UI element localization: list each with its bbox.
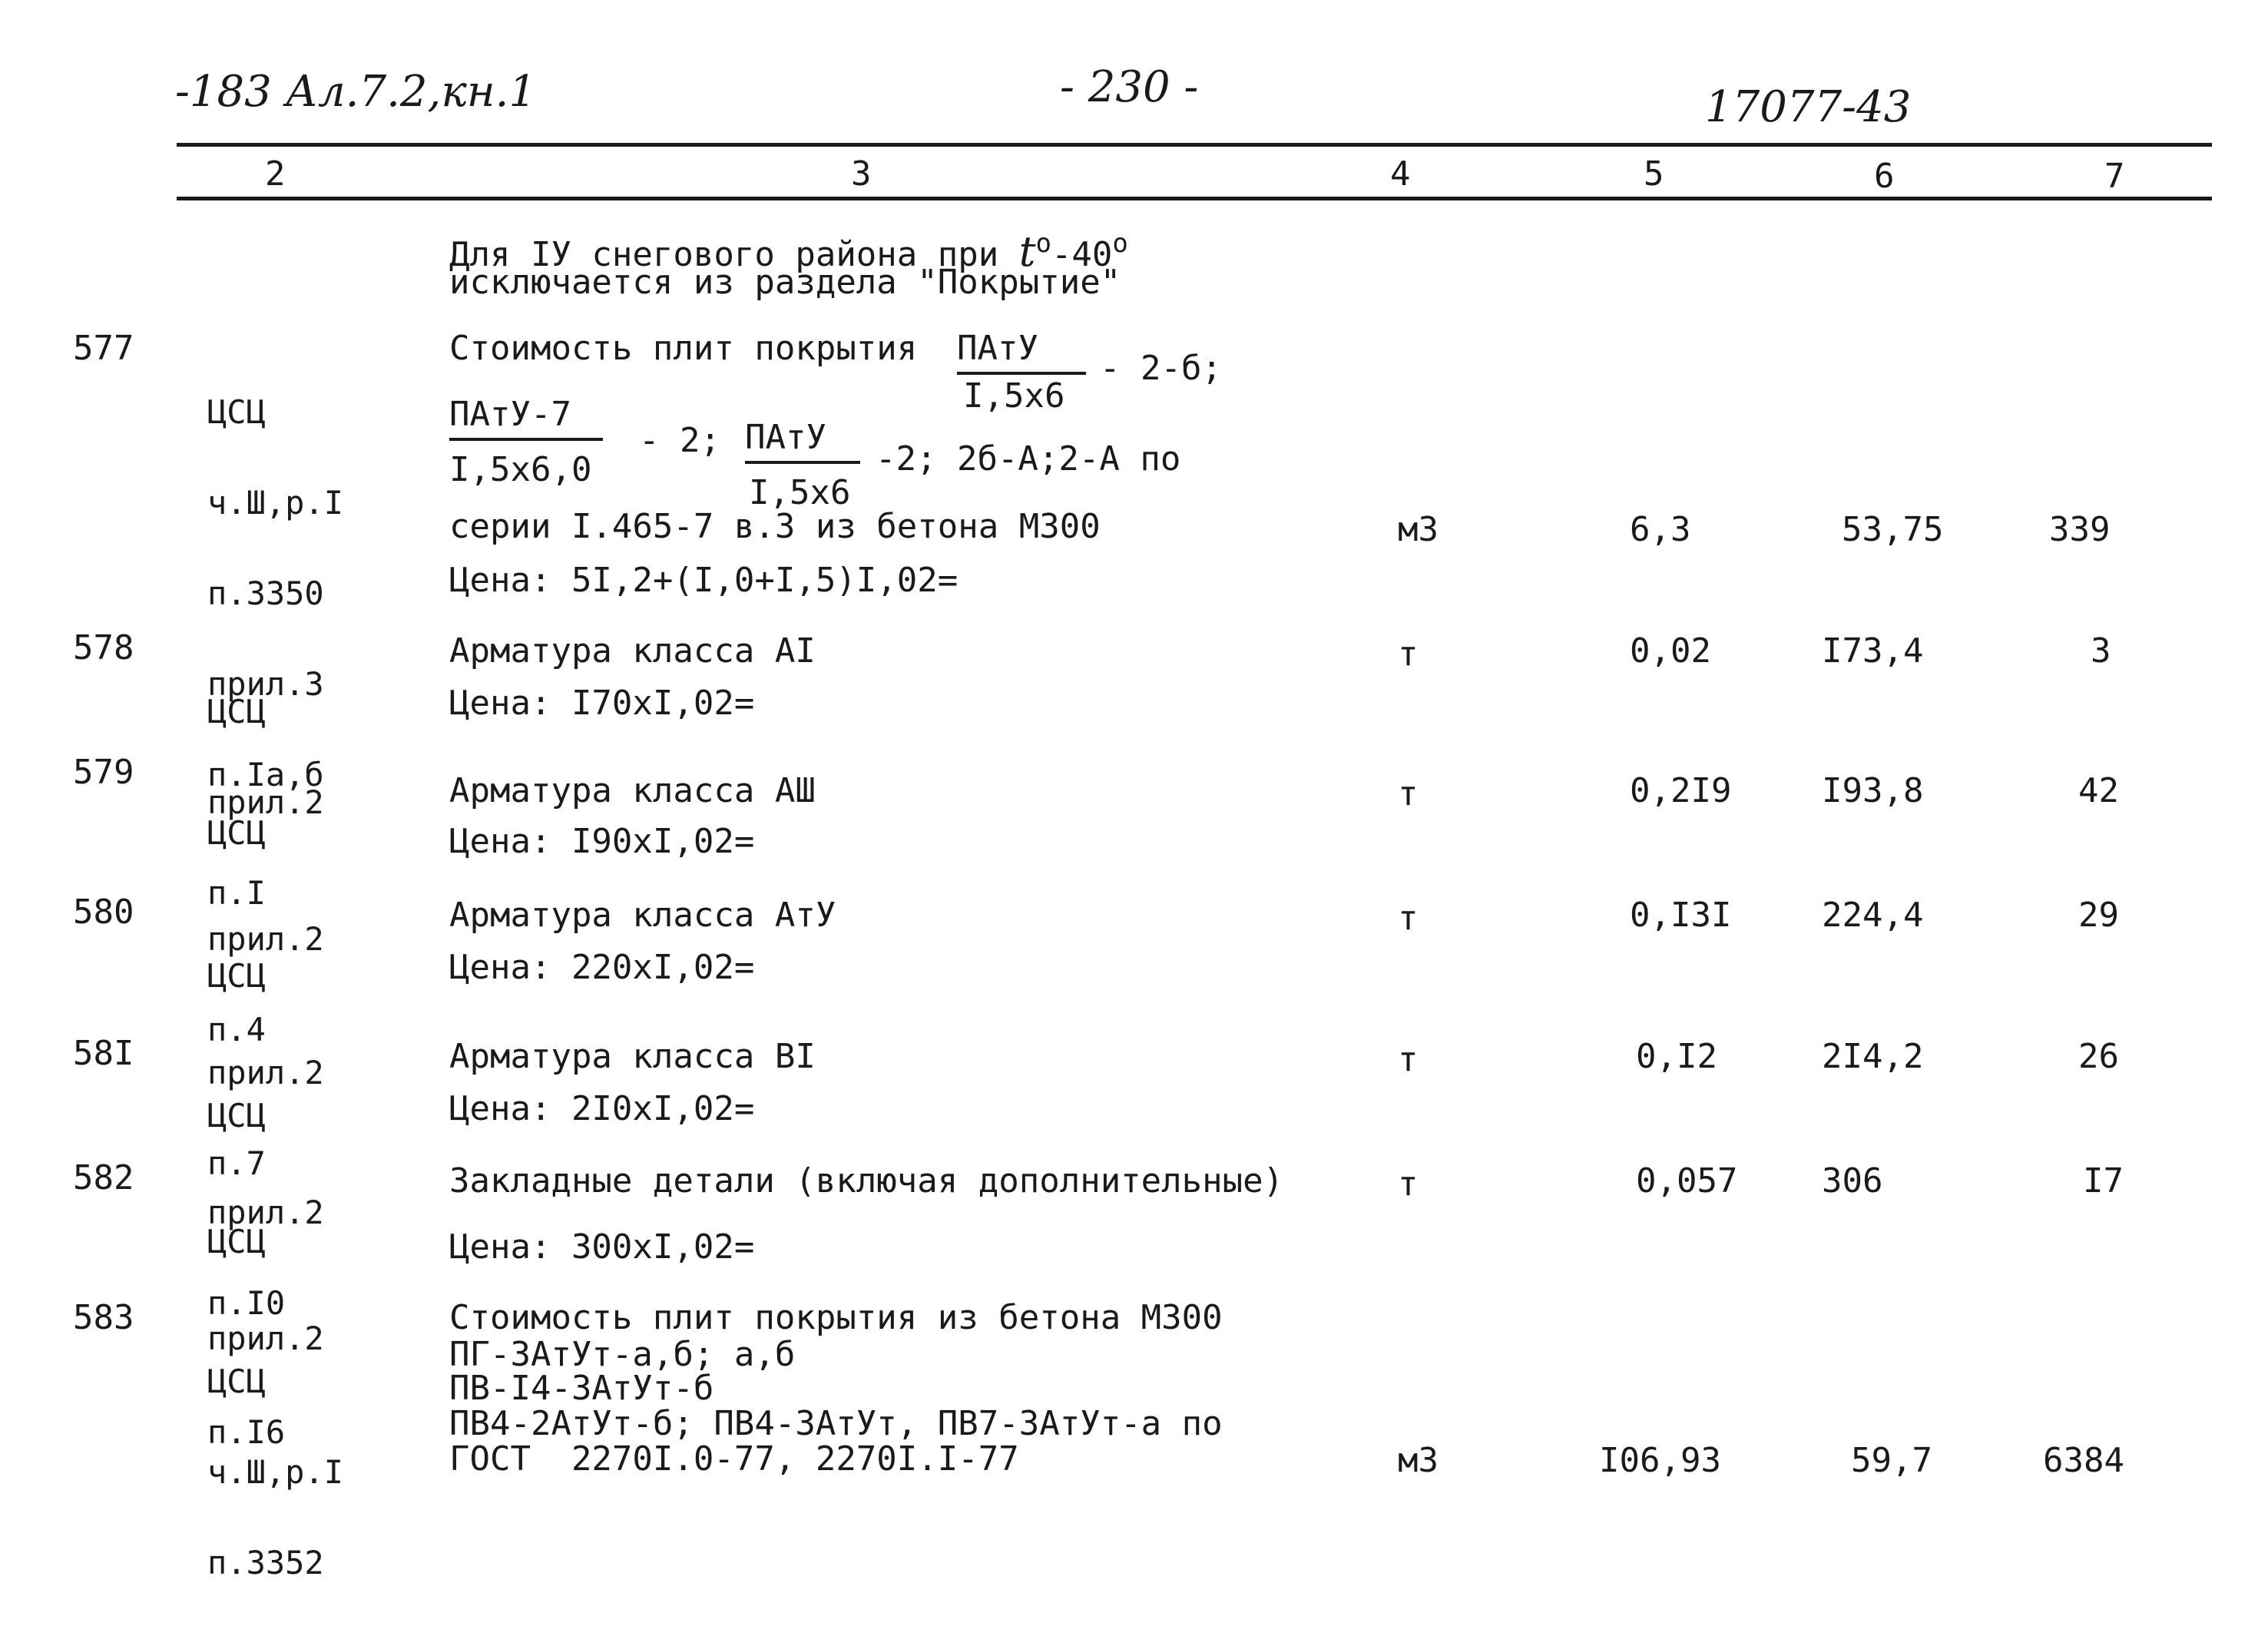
row-number: 58I <box>73 1034 134 1073</box>
row-price: Цена: 220хI,02= <box>449 948 755 987</box>
row-number: 583 <box>73 1298 134 1337</box>
row-price: Цена: 5I,2+(I,0+I,5)I,02= <box>449 561 959 600</box>
row-number: 582 <box>73 1158 134 1197</box>
col-header-5: 5 <box>1644 154 1664 194</box>
row-price: Цена: I90хI,02= <box>449 822 755 861</box>
row-desc-line-1: Стоимость плит покрытия <box>449 329 918 368</box>
header-bottom-rule <box>177 197 2212 200</box>
row-total: 6384 <box>2043 1441 2124 1480</box>
row-desc-line: Стоимость плит покрытия из бетона М300 <box>449 1298 1223 1337</box>
intro-line-1: Для IУ снегового района при $t^o-40^o$ <box>449 227 1128 276</box>
row-desc-line: ГОСТ 2270I.0-77, 2270I.I-77 <box>449 1439 1019 1479</box>
row-unit-price: 59,7 <box>1851 1441 1932 1480</box>
row-desc: Арматура класса АШ <box>449 771 816 810</box>
col-header-3: 3 <box>851 154 872 194</box>
row-ref: ЦСЦ прил.2 п.I <box>207 693 324 912</box>
row-qty: 0,02 <box>1630 631 1711 671</box>
row-total: 42 <box>2078 771 2119 810</box>
row-qty: 0,057 <box>1636 1161 1738 1201</box>
row-desc: Арматура класса ВI <box>449 1037 816 1076</box>
row-price: Цена: 300хI,02= <box>449 1227 755 1267</box>
row-unit-price: 306 <box>1822 1161 1883 1201</box>
row-unit: т <box>1398 1164 1419 1204</box>
header-left: -183 Ал.7.2,кн.1 <box>175 67 537 117</box>
row-unit: м3 <box>1398 510 1439 549</box>
row-total: 26 <box>2078 1037 2119 1076</box>
row-price: Цена: 2I0хI,02= <box>449 1089 755 1128</box>
row-desc-line: ПВ-I4-3АтУт-б <box>449 1369 714 1408</box>
row-ref: ЦСЦ ч.Ш,р.I п.3352 <box>207 1363 344 1581</box>
row-unit: м3 <box>1398 1441 1439 1480</box>
row-qty: 0,I2 <box>1636 1037 1717 1076</box>
col-header-7: 7 <box>2104 157 2125 196</box>
row-desc: Арматура класса АтУ <box>449 896 836 935</box>
row-number: 579 <box>73 753 134 792</box>
row-total: I7 <box>2083 1161 2124 1201</box>
row-desc-line: ПВ4-2АтУт-б; ПВ4-3АтУт, ПВ7-3АтУт-а по <box>449 1404 1223 1443</box>
row-total: 339 <box>2049 510 2111 549</box>
col-header-2: 2 <box>265 154 286 194</box>
col-header-6: 6 <box>1874 157 1895 196</box>
col-header-4: 4 <box>1390 154 1411 194</box>
document-number: 17077-43 <box>1705 82 1912 132</box>
row-ref: ЦСЦ прил.2 п.I6 <box>207 1223 324 1451</box>
row-desc: Закладные детали (включая дополнительные) <box>449 1161 1284 1201</box>
row-unit-price: I93,8 <box>1822 771 1924 810</box>
row-unit: т <box>1398 1040 1419 1079</box>
row-total: 29 <box>2078 896 2119 935</box>
row-number: 577 <box>73 329 134 368</box>
page-number: - 230 - <box>1060 62 1199 112</box>
row-qty: I06,93 <box>1599 1441 1721 1480</box>
row-desc-line: ПГ-3АтУт-а,б; а,б <box>449 1335 796 1374</box>
header-top-rule <box>177 143 2212 147</box>
row-unit-price: 2I4,2 <box>1822 1037 1924 1076</box>
row-unit-price: 53,75 <box>1842 510 1944 549</box>
row-ref: ЦСЦ ч.Ш,р.I п.3350 прил.3 п.Iа,б <box>207 393 344 793</box>
row-number: 580 <box>73 893 134 932</box>
row-ref: ЦСЦ прил.2 п.4 <box>207 814 324 1048</box>
row-desc-line-3: серии I.465-7 в.3 из бетона М300 <box>449 507 1101 546</box>
row-total: 3 <box>2091 631 2111 671</box>
row-qty: 6,3 <box>1630 510 1691 549</box>
row-number: 578 <box>73 628 134 667</box>
row-ref: ЦСЦ прил.2 п.I0 <box>207 1097 324 1322</box>
row-desc: Арматура класса АI <box>449 631 816 671</box>
row-qty: 0,2I9 <box>1630 771 1732 810</box>
intro-line-2: исключается из раздела "Покрытие" <box>449 263 1121 302</box>
row-unit: т <box>1398 774 1419 813</box>
row-unit: т <box>1398 634 1419 674</box>
row-unit-price: 224,4 <box>1822 896 1924 935</box>
row-unit-price: I73,4 <box>1822 631 1924 671</box>
row-unit: т <box>1398 899 1419 938</box>
row-price: Цена: I70хI,02= <box>449 684 755 723</box>
row-qty: 0,I3I <box>1630 896 1732 935</box>
row-ref: ЦСЦ прил.2 п.7 <box>207 957 324 1182</box>
